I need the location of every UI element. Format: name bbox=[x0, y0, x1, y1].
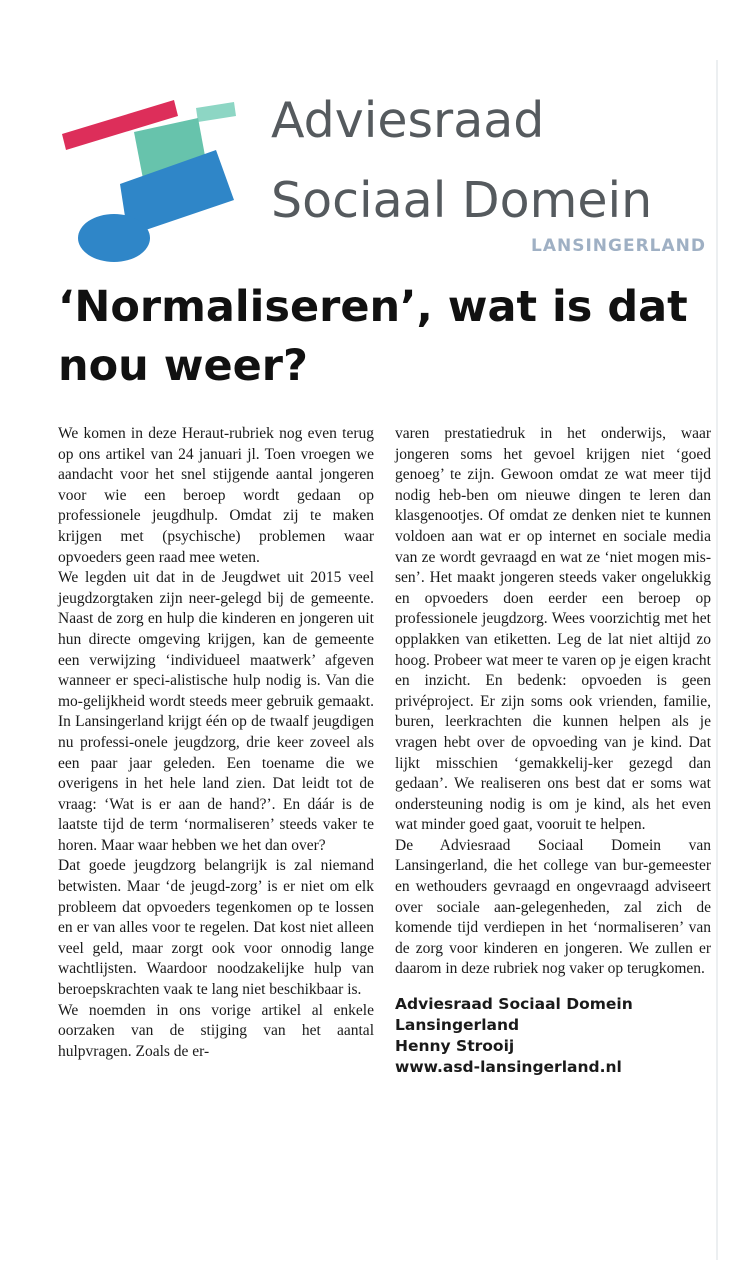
article-signature bbox=[395, 994, 711, 1078]
org-name-line1: Adviesraad bbox=[271, 92, 545, 149]
paragraph: varen prestatiedruk in het onderwijs, waar jongeren soms het gevoel krijgen niet ‘goed genoeg’ te zijn. Gewoon omdat ze wat meer tijd nodig heb-ben om nieuwe dingen te leren dan klasgenootjes. Of omdat ze denken niet te kunnen voldoen aan wat er op internet en sociale media van ze wordt gevraagd en wat ze ‘niet mogen mis-sen’. Het maakt jongeren steeds vaker ongelukkig en opvoeders doen eerder een beroep op professionele jeugdzorg. Wees voorzichtig met het opplakken van etiketten. Leg de lat niet altijd zo hoog. Probeer wat meer te varen op je eigen kracht en inzicht. En bedenk: opvoeden is geen privéproject. Er zijn soms ook vrienden, familie, buren, leerkrachten die kunnen helpen als je vragen hebt over de opvoeding van je kind. Dat lijkt misschien ‘gemakkelij-ker gezegd dan gedaan’. We realiseren ons best dat er soms wat ondersteuning nodig is om je kind, als het even wat minder goed gaat, vooruit te helpen. bbox=[395, 425, 711, 834]
org-municipality: LANSINGERLAND bbox=[531, 236, 706, 256]
asd-logo bbox=[58, 88, 718, 268]
paragraph: We legden uit dat in de Jeugdwet uit 2015 veel jeugdzorgtaken zijn neer-gelegd bij de gemeente. Naast de zorg en hulp die kinderen en jongeren uit hun directe omgeving krijgen, kan de gemeente een verwijzing ‘individueel maatwerk’ afgeven wanneer er speci-alistische hulp nodig is. Van die mo-gelijkheid wordt steeds meer gebruik gemaakt. In Lansingerland krijgt één op de twaalf jeugdigen nu professi-onele jeugdzorg, drie keer zoveel als een paar jaar geleden. Een toename die we overigens in het hele land zien. Dat leidt tot de vraag: ‘Wat is er aan de hand?’. En dáár is de laatste tijd de term ‘normaliseren’ steeds vaker te horen. Maar waar hebben we het dan over? bbox=[58, 569, 374, 854]
body-column-left bbox=[58, 424, 374, 1062]
paragraph: Dat goede jeugdzorg belangrijk is zal niemand betwisten. Maar ‘de jeugd-zorg’ is er niet om elk probleem dat opvoeders tegenkomen op te lossen en er van alles voor te regelen. Dat kost niet alleen veel geld, maar zorgt ook voor onnodig lange wachtlijsten. Waardoor noodzakelijke hulp van beroepskrachten vaak te lang niet beschikbaar is. bbox=[58, 857, 374, 999]
article-headline: ‘Normaliseren’, wat is dat nou weer? bbox=[58, 282, 688, 391]
org-name-line2: Sociaal Domein bbox=[271, 172, 653, 229]
body-column-right bbox=[395, 424, 711, 1078]
signature-org: Adviesraad Sociaal Domein Lansingerland bbox=[395, 995, 633, 1035]
paragraph: We komen in deze Heraut-rubriek nog even terug op ons artikel van 24 januari jl. Toen vroegen we aandacht voor het snel stijgende aantal jongeren voor wie een beroep wordt gedaan op professionele jeugdhulp. Omdat zij te maken krijgen met (psychische) problemen waar opvoeders geen raad mee weten. bbox=[58, 425, 374, 566]
signature-author: Henny Strooij bbox=[395, 1037, 515, 1056]
signature-website: www.asd-lansingerland.nl bbox=[395, 1058, 622, 1077]
asd-logo-icon bbox=[58, 88, 248, 268]
newspaper-article bbox=[58, 88, 718, 1258]
paragraph: We noemden in ons vorige artikel al enkele oorzaken van de stijging van het aantal hulpvragen. Zoals de er- bbox=[58, 1001, 374, 1060]
paragraph: De Adviesraad Sociaal Domein van Lansingerland, die het college van bur-gemeester en wethouders gevraagd en ongevraagd adviseert over sociale aan-gelegenheden, zal zich de komende tijd verdiepen in het ‘normaliseren’ van de zorg voor kinderen en jongeren. We zullen er daarom in deze rubriek nog vaker op terugkomen. bbox=[395, 836, 711, 978]
